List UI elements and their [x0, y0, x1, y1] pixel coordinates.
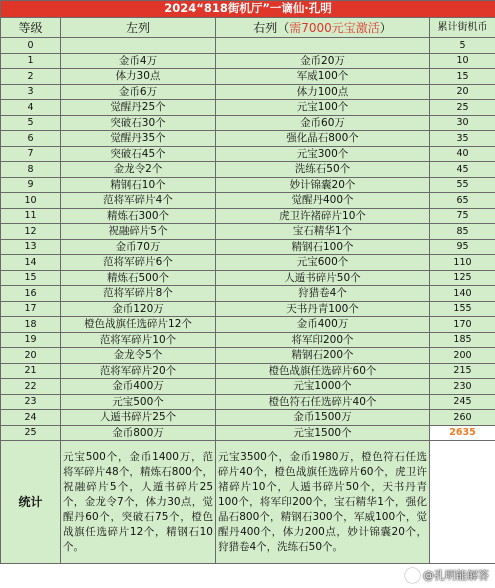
left-reward-cell: 范将军碎片4个 [61, 193, 216, 209]
left-reward-cell: 突破石30个 [61, 115, 216, 131]
level-cell: 25 [1, 425, 61, 441]
watermark-logo-icon [405, 568, 420, 583]
right-reward-cell: 精钢石100个 [216, 239, 430, 255]
left-reward-cell: 金龙令5个 [61, 348, 216, 364]
table-row [1, 239, 495, 255]
right-reward-cell: 元宝1000个 [216, 379, 430, 395]
right-reward-cell: 金币60万 [216, 115, 430, 131]
left-reward-cell: 祝融碎片5个 [61, 224, 216, 240]
table-row [1, 224, 495, 240]
right-reward-cell: 元宝1500个 [216, 425, 430, 441]
left-reward-cell: 人遁书碎片25个 [61, 410, 216, 426]
table-row [1, 410, 495, 426]
machine-coins-cell: 75 [430, 208, 495, 224]
right-reward-cell: 金币1500万 [216, 410, 430, 426]
right-reward-cell: 人遁书碎片50个 [216, 270, 430, 286]
machine-coins-cell: 15 [430, 69, 495, 85]
title-row [1, 1, 495, 18]
watermark [405, 567, 489, 583]
level-cell: 14 [1, 255, 61, 271]
machine-coins-cell: 95 [430, 239, 495, 255]
header-right-prefix: 右列（ [253, 20, 290, 35]
right-reward-cell: 体力100点 [216, 84, 430, 100]
left-reward-cell: 金币400万 [61, 379, 216, 395]
header-row [1, 18, 495, 38]
level-cell: 12 [1, 224, 61, 240]
header-level: 等级 [1, 18, 61, 38]
left-reward-cell: 范将军碎片6个 [61, 255, 216, 271]
level-cell: 23 [1, 394, 61, 410]
left-reward-cell: 元宝500个 [61, 394, 216, 410]
machine-coins-cell: 170 [430, 317, 495, 333]
level-cell: 22 [1, 379, 61, 395]
summary-row [1, 441, 495, 564]
left-reward-cell: 橙色战旗任选碎片12个 [61, 317, 216, 333]
machine-coins-cell: 125 [430, 270, 495, 286]
table-row [1, 53, 495, 69]
right-reward-cell: 妙计锦囊20个 [216, 177, 430, 193]
table-row [1, 270, 495, 286]
level-cell: 4 [1, 100, 61, 116]
level-cell: 15 [1, 270, 61, 286]
machine-coins-cell: 25 [430, 100, 495, 116]
machine-coins-cell: 230 [430, 379, 495, 395]
machine-coins-cell: 40 [430, 146, 495, 162]
left-reward-cell: 范将军碎片8个 [61, 286, 216, 302]
machine-coins-cell: 2635 [430, 425, 495, 441]
machine-coins-cell: 10 [430, 53, 495, 69]
machine-coins-cell: 20 [430, 84, 495, 100]
right-reward-cell: 将军印200个 [216, 332, 430, 348]
left-reward-cell: 体力30点 [61, 69, 216, 85]
machine-coins-cell: 85 [430, 224, 495, 240]
level-cell: 8 [1, 162, 61, 178]
right-reward-cell: 元宝600个 [216, 255, 430, 271]
machine-coins-cell: 45 [430, 162, 495, 178]
summary-label: 统计 [1, 441, 61, 564]
left-reward-cell: 突破石45个 [61, 146, 216, 162]
table-row [1, 177, 495, 193]
machine-coins-cell: 35 [430, 131, 495, 147]
machine-coins-cell: 200 [430, 348, 495, 364]
table-row [1, 162, 495, 178]
right-reward-cell [216, 38, 430, 54]
left-reward-cell: 觉醒丹25个 [61, 100, 216, 116]
left-reward-cell: 觉醒丹35个 [61, 131, 216, 147]
right-reward-cell: 元宝100个 [216, 100, 430, 116]
left-reward-cell: 金币4万 [61, 53, 216, 69]
machine-coins-cell: 30 [430, 115, 495, 131]
table-title: 2024“818街机厅”一谪仙·孔明 [1, 1, 495, 18]
level-cell: 19 [1, 332, 61, 348]
right-reward-cell: 军威100个 [216, 69, 430, 85]
table-row [1, 100, 495, 116]
summary-left: 元宝500个，金币1400万，范将军碎片48个，精炼石800个，祝融碎片5个，人遁书碎片25个，金龙令7个，体力30点，觉醒丹60个，突破石75个，橙色战旗任选碎片12个，精钢石10个。 [61, 441, 216, 564]
left-reward-cell: 金币70万 [61, 239, 216, 255]
level-cell: 17 [1, 301, 61, 317]
level-cell: 3 [1, 84, 61, 100]
right-reward-cell: 虎卫许褚碎片10个 [216, 208, 430, 224]
level-cell: 20 [1, 348, 61, 364]
right-reward-cell: 强化晶石800个 [216, 131, 430, 147]
right-reward-cell: 宝石精华1个 [216, 224, 430, 240]
table-row [1, 332, 495, 348]
level-cell: 1 [1, 53, 61, 69]
left-reward-cell: 金币6万 [61, 84, 216, 100]
left-reward-cell: 金币800万 [61, 425, 216, 441]
header-machine-coins: 累计街机币 [430, 18, 495, 38]
machine-coins-cell: 260 [430, 410, 495, 426]
data-rows [1, 38, 495, 441]
right-reward-cell: 狩猎卷4个 [216, 286, 430, 302]
table-row [1, 317, 495, 333]
level-cell: 0 [1, 38, 61, 54]
left-reward-cell: 范将军碎片10个 [61, 332, 216, 348]
right-reward-cell: 觉醒丹400个 [216, 193, 430, 209]
left-reward-cell: 精炼石300个 [61, 208, 216, 224]
level-cell: 18 [1, 317, 61, 333]
left-reward-cell: 金币120万 [61, 301, 216, 317]
header-right-requirement: 需7000元宝激活 [289, 20, 380, 35]
table-row [1, 131, 495, 147]
right-reward-cell: 洗练石50个 [216, 162, 430, 178]
table-row [1, 363, 495, 379]
level-cell: 13 [1, 239, 61, 255]
right-reward-cell: 精钢石200个 [216, 348, 430, 364]
table-row [1, 379, 495, 395]
table-row [1, 286, 495, 302]
machine-coins-cell: 65 [430, 193, 495, 209]
right-reward-cell: 金币400万 [216, 317, 430, 333]
left-reward-cell: 精钢石10个 [61, 177, 216, 193]
summary-right: 元宝3500个，金币1980万，橙色符石任选碎片40个，橙色战旗任选碎片60个，虎卫许褚碎片10个，人遁书碎片50个，天书丹青100个，将军印200个，宝石精华1个，强化晶石800个，精钢石300个，军威100个，觉醒丹400个，体力200点，妙计锦囊20个，狩猎卷4个，洗练石50个。 [216, 441, 430, 564]
level-cell: 24 [1, 410, 61, 426]
right-reward-cell: 元宝300个 [216, 146, 430, 162]
machine-coins-cell: 55 [430, 177, 495, 193]
right-reward-cell: 天书丹青100个 [216, 301, 430, 317]
table-row [1, 425, 495, 441]
table-row [1, 38, 495, 54]
level-cell: 16 [1, 286, 61, 302]
machine-coins-cell: 140 [430, 286, 495, 302]
table-row [1, 301, 495, 317]
summary-empty-cell [430, 441, 495, 564]
level-cell: 21 [1, 363, 61, 379]
table-row [1, 115, 495, 131]
machine-coins-cell: 155 [430, 301, 495, 317]
table-row [1, 348, 495, 364]
machine-coins-cell: 110 [430, 255, 495, 271]
level-cell: 7 [1, 146, 61, 162]
header-left: 左列 [61, 18, 216, 38]
table-row [1, 208, 495, 224]
left-reward-cell: 精炼石500个 [61, 270, 216, 286]
right-reward-cell: 橙色符石任选碎片40个 [216, 394, 430, 410]
level-cell: 11 [1, 208, 61, 224]
left-reward-cell: 金龙令2个 [61, 162, 216, 178]
table-row [1, 255, 495, 271]
header-right-suffix: ） [379, 20, 392, 35]
right-reward-cell: 金币20万 [216, 53, 430, 69]
table-row [1, 84, 495, 100]
table-row [1, 394, 495, 410]
machine-coins-cell: 245 [430, 394, 495, 410]
level-cell: 6 [1, 131, 61, 147]
table-row [1, 146, 495, 162]
left-reward-cell: 范将军碎片20个 [61, 363, 216, 379]
level-cell: 9 [1, 177, 61, 193]
right-reward-cell: 橙色战旗任选碎片60个 [216, 363, 430, 379]
header-right [216, 18, 430, 38]
machine-coins-cell: 5 [430, 38, 495, 54]
left-reward-cell [61, 38, 216, 54]
machine-coins-cell: 215 [430, 363, 495, 379]
level-cell: 5 [1, 115, 61, 131]
level-cell: 10 [1, 193, 61, 209]
table-row [1, 69, 495, 85]
watermark-text: @孔明能解答 [423, 569, 489, 582]
machine-coins-cell: 185 [430, 332, 495, 348]
level-cell: 2 [1, 69, 61, 85]
table-row [1, 193, 495, 209]
